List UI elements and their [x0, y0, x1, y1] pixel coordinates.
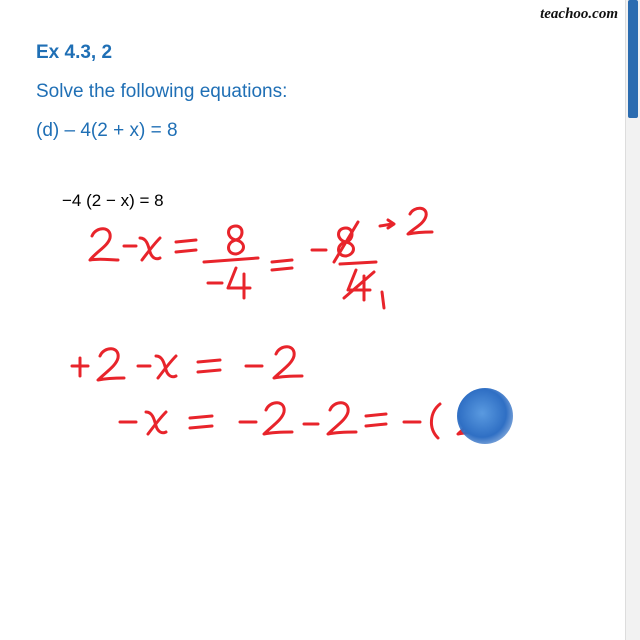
handwritten-line-2: [72, 347, 302, 380]
exercise-question: (d) – 4(2 + x) = 8: [36, 120, 178, 141]
scrollbar-thumb[interactable]: [628, 0, 638, 118]
handwritten-line-3: [120, 403, 486, 438]
handwritten-line-1: [90, 208, 432, 308]
vertical-scrollbar[interactable]: [625, 0, 640, 640]
typed-equation: −4 (2 − x) = 8: [62, 191, 164, 210]
exercise-title: Ex 4.3, 2: [36, 42, 113, 63]
pen-cursor: [457, 388, 513, 444]
brand-logo: teachoo.com: [540, 6, 618, 22]
exercise-instruction: Solve the following equations:: [36, 81, 288, 102]
